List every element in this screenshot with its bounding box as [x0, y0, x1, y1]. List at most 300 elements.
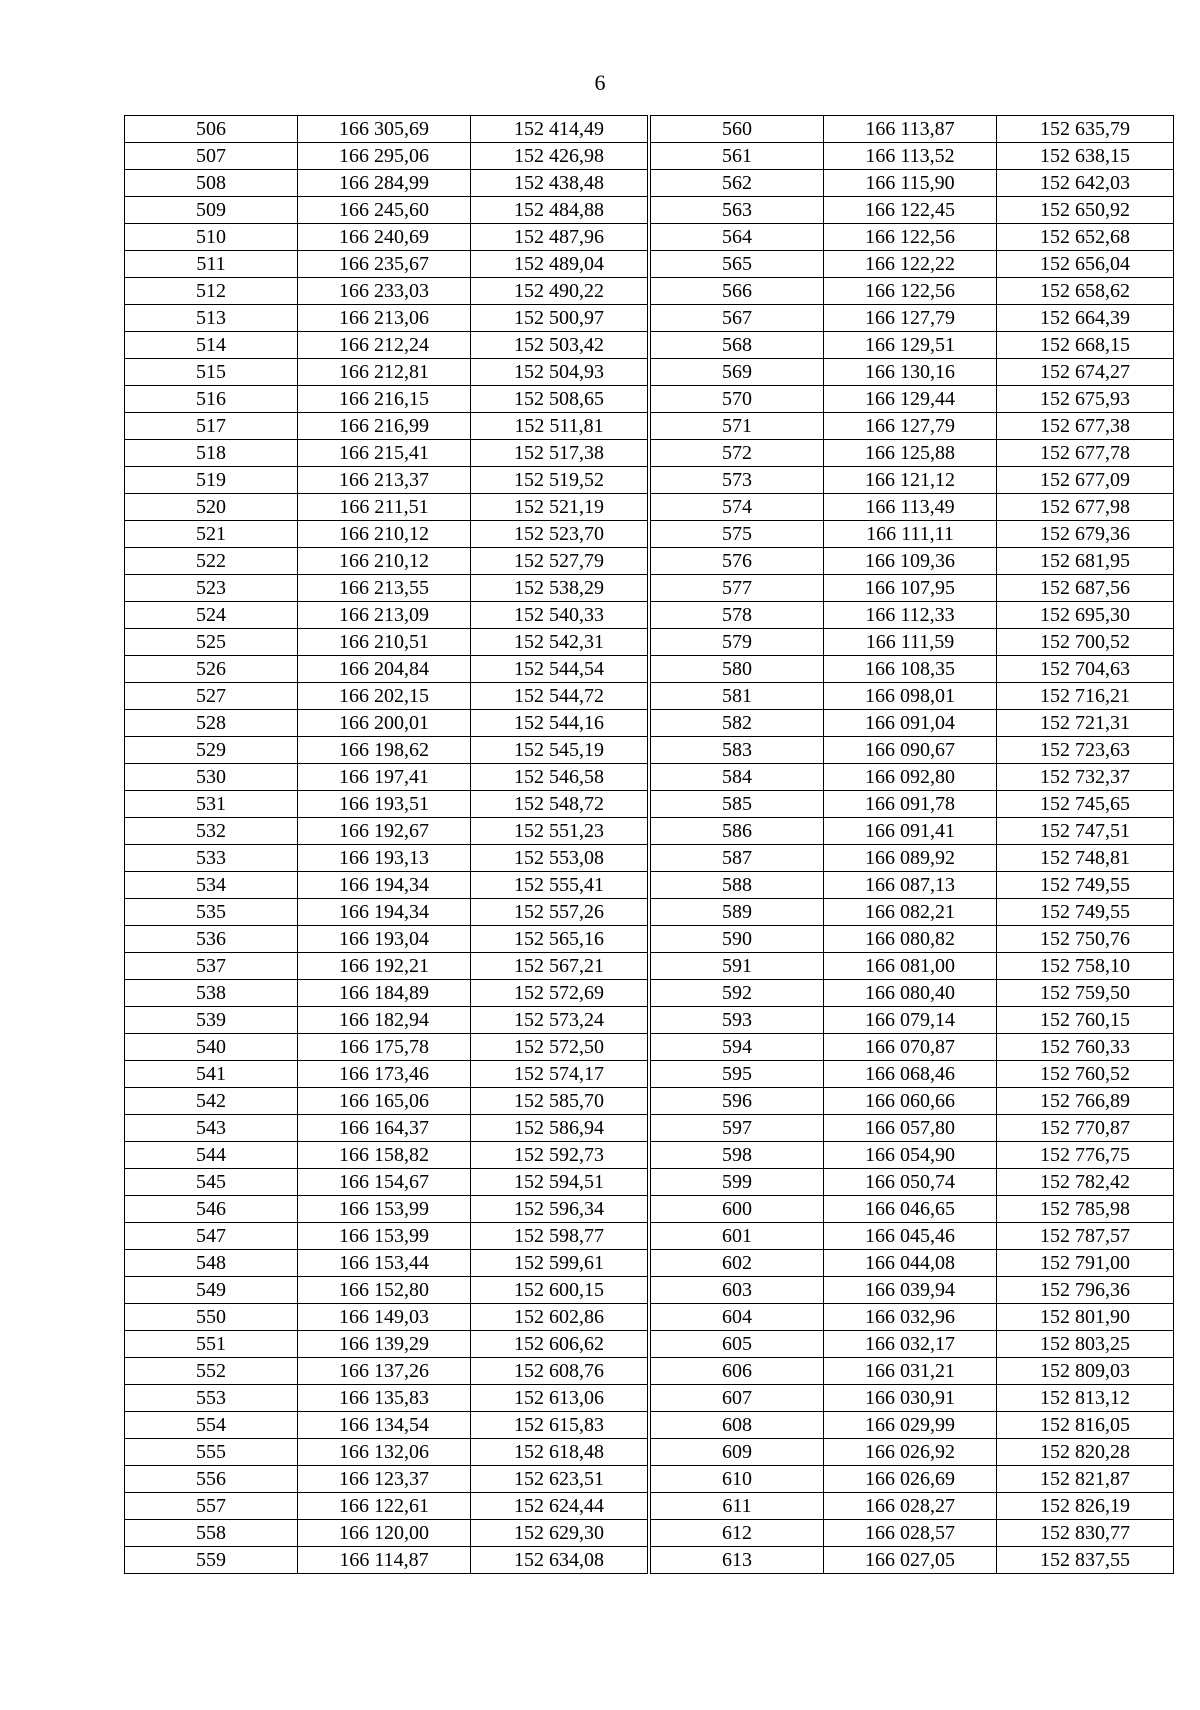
x-coordinate-cell: 166 127,79	[824, 305, 997, 332]
point-number-cell: 540	[125, 1034, 298, 1061]
x-coordinate-cell: 166 122,22	[824, 251, 997, 278]
y-coordinate-cell: 152 438,48	[471, 170, 648, 197]
point-number-cell: 525	[125, 629, 298, 656]
x-coordinate-cell: 166 216,15	[298, 386, 471, 413]
table-row	[125, 440, 648, 467]
table-row	[125, 575, 648, 602]
point-number-cell: 534	[125, 872, 298, 899]
point-number-cell: 603	[651, 1277, 824, 1304]
table-row	[651, 1196, 1174, 1223]
point-number-cell: 591	[651, 953, 824, 980]
table-row	[651, 440, 1174, 467]
y-coordinate-cell: 152 664,39	[997, 305, 1174, 332]
point-number-cell: 605	[651, 1331, 824, 1358]
x-coordinate-cell: 166 113,87	[824, 116, 997, 143]
y-coordinate-cell: 152 652,68	[997, 224, 1174, 251]
y-coordinate-cell: 152 747,51	[997, 818, 1174, 845]
y-coordinate-cell: 152 567,21	[471, 953, 648, 980]
point-number-cell: 587	[651, 845, 824, 872]
y-coordinate-cell: 152 600,15	[471, 1277, 648, 1304]
y-coordinate-cell: 152 599,61	[471, 1250, 648, 1277]
y-coordinate-cell: 152 716,21	[997, 683, 1174, 710]
table-row	[651, 251, 1174, 278]
y-coordinate-cell: 152 414,49	[471, 116, 648, 143]
point-number-cell: 590	[651, 926, 824, 953]
x-coordinate-cell: 166 046,65	[824, 1196, 997, 1223]
x-coordinate-cell: 166 087,13	[824, 872, 997, 899]
point-number-cell: 578	[651, 602, 824, 629]
x-coordinate-cell: 166 240,69	[298, 224, 471, 251]
x-coordinate-cell: 166 028,27	[824, 1493, 997, 1520]
y-coordinate-cell: 152 837,55	[997, 1547, 1174, 1574]
x-coordinate-cell: 166 202,15	[298, 683, 471, 710]
y-coordinate-cell: 152 770,87	[997, 1115, 1174, 1142]
y-coordinate-cell: 152 677,98	[997, 494, 1174, 521]
x-coordinate-cell: 166 152,80	[298, 1277, 471, 1304]
point-number-cell: 542	[125, 1088, 298, 1115]
y-coordinate-cell: 152 551,23	[471, 818, 648, 845]
y-coordinate-cell: 152 504,93	[471, 359, 648, 386]
table-row	[125, 197, 648, 224]
y-coordinate-cell: 152 585,70	[471, 1088, 648, 1115]
x-coordinate-cell: 166 091,41	[824, 818, 997, 845]
table-row	[125, 467, 648, 494]
point-number-cell: 608	[651, 1412, 824, 1439]
y-coordinate-cell: 152 426,98	[471, 143, 648, 170]
y-coordinate-cell: 152 668,15	[997, 332, 1174, 359]
y-coordinate-cell: 152 796,36	[997, 1277, 1174, 1304]
y-coordinate-cell: 152 704,63	[997, 656, 1174, 683]
x-coordinate-cell: 166 109,36	[824, 548, 997, 575]
point-number-cell: 549	[125, 1277, 298, 1304]
y-coordinate-cell: 152 548,72	[471, 791, 648, 818]
point-number-cell: 579	[651, 629, 824, 656]
table-row	[125, 1277, 648, 1304]
table-row	[125, 359, 648, 386]
x-coordinate-cell: 166 070,87	[824, 1034, 997, 1061]
x-coordinate-cell: 166 090,67	[824, 737, 997, 764]
x-coordinate-cell: 166 192,67	[298, 818, 471, 845]
point-number-cell: 546	[125, 1196, 298, 1223]
point-number-cell: 581	[651, 683, 824, 710]
point-number-cell: 610	[651, 1466, 824, 1493]
point-number-cell: 536	[125, 926, 298, 953]
table-row	[125, 1466, 648, 1493]
table-row	[125, 332, 648, 359]
table-row	[125, 1493, 648, 1520]
point-number-cell: 602	[651, 1250, 824, 1277]
point-number-cell: 539	[125, 1007, 298, 1034]
point-number-cell: 555	[125, 1439, 298, 1466]
point-number-cell: 517	[125, 413, 298, 440]
x-coordinate-cell: 166 032,17	[824, 1331, 997, 1358]
x-coordinate-cell: 166 122,45	[824, 197, 997, 224]
y-coordinate-cell: 152 803,25	[997, 1331, 1174, 1358]
table-row	[125, 926, 648, 953]
y-coordinate-cell: 152 527,79	[471, 548, 648, 575]
table-row	[125, 1169, 648, 1196]
y-coordinate-cell: 152 695,30	[997, 602, 1174, 629]
point-number-cell: 588	[651, 872, 824, 899]
x-coordinate-cell: 166 245,60	[298, 197, 471, 224]
table-row	[651, 602, 1174, 629]
point-number-cell: 611	[651, 1493, 824, 1520]
x-coordinate-cell: 166 153,99	[298, 1223, 471, 1250]
table-row	[651, 1304, 1174, 1331]
table-row	[125, 1412, 648, 1439]
x-coordinate-cell: 166 113,52	[824, 143, 997, 170]
y-coordinate-cell: 152 586,94	[471, 1115, 648, 1142]
x-coordinate-cell: 166 149,03	[298, 1304, 471, 1331]
y-coordinate-cell: 152 677,38	[997, 413, 1174, 440]
point-number-cell: 518	[125, 440, 298, 467]
y-coordinate-cell: 152 523,70	[471, 521, 648, 548]
x-coordinate-cell: 166 194,34	[298, 872, 471, 899]
point-number-cell: 558	[125, 1520, 298, 1547]
point-number-cell: 594	[651, 1034, 824, 1061]
x-coordinate-cell: 166 091,78	[824, 791, 997, 818]
table-row	[651, 1250, 1174, 1277]
y-coordinate-cell: 152 721,31	[997, 710, 1174, 737]
point-number-cell: 582	[651, 710, 824, 737]
x-coordinate-cell: 166 135,83	[298, 1385, 471, 1412]
x-coordinate-cell: 166 060,66	[824, 1088, 997, 1115]
point-number-cell: 537	[125, 953, 298, 980]
x-coordinate-cell: 166 213,09	[298, 602, 471, 629]
point-number-cell: 580	[651, 656, 824, 683]
point-number-cell: 513	[125, 305, 298, 332]
point-number-cell: 508	[125, 170, 298, 197]
y-coordinate-cell: 152 553,08	[471, 845, 648, 872]
x-coordinate-cell: 166 080,82	[824, 926, 997, 953]
y-coordinate-cell: 152 785,98	[997, 1196, 1174, 1223]
x-coordinate-cell: 166 092,80	[824, 764, 997, 791]
point-number-cell: 514	[125, 332, 298, 359]
table-row	[651, 953, 1174, 980]
y-coordinate-cell: 152 602,86	[471, 1304, 648, 1331]
table-row	[651, 818, 1174, 845]
table-row	[651, 332, 1174, 359]
x-coordinate-cell: 166 233,03	[298, 278, 471, 305]
table-row	[651, 494, 1174, 521]
y-coordinate-cell: 152 557,26	[471, 899, 648, 926]
x-coordinate-cell: 166 213,55	[298, 575, 471, 602]
table-row	[125, 629, 648, 656]
table-row	[651, 1520, 1174, 1547]
table-row	[651, 548, 1174, 575]
coordinates-table-right	[650, 115, 1174, 1574]
y-coordinate-cell: 152 759,50	[997, 980, 1174, 1007]
x-coordinate-cell: 166 098,01	[824, 683, 997, 710]
table-row	[125, 1304, 648, 1331]
x-coordinate-cell: 166 216,99	[298, 413, 471, 440]
y-coordinate-cell: 152 638,15	[997, 143, 1174, 170]
x-coordinate-cell: 166 045,46	[824, 1223, 997, 1250]
y-coordinate-cell: 152 745,65	[997, 791, 1174, 818]
table-row	[125, 548, 648, 575]
point-number-cell: 563	[651, 197, 824, 224]
y-coordinate-cell: 152 687,56	[997, 575, 1174, 602]
x-coordinate-cell: 166 115,90	[824, 170, 997, 197]
table-row	[125, 1034, 648, 1061]
x-coordinate-cell: 166 192,21	[298, 953, 471, 980]
point-number-cell: 521	[125, 521, 298, 548]
point-number-cell: 530	[125, 764, 298, 791]
point-number-cell: 526	[125, 656, 298, 683]
table-row	[651, 1439, 1174, 1466]
y-coordinate-cell: 152 656,04	[997, 251, 1174, 278]
y-coordinate-cell: 152 613,06	[471, 1385, 648, 1412]
point-number-cell: 597	[651, 1115, 824, 1142]
point-number-cell: 583	[651, 737, 824, 764]
table-row	[125, 683, 648, 710]
table-row	[125, 170, 648, 197]
y-coordinate-cell: 152 540,33	[471, 602, 648, 629]
x-coordinate-cell: 166 235,67	[298, 251, 471, 278]
table-row	[651, 197, 1174, 224]
point-number-cell: 529	[125, 737, 298, 764]
x-coordinate-cell: 166 215,41	[298, 440, 471, 467]
point-number-cell: 607	[651, 1385, 824, 1412]
y-coordinate-cell: 152 766,89	[997, 1088, 1174, 1115]
x-coordinate-cell: 166 082,21	[824, 899, 997, 926]
x-coordinate-cell: 166 122,56	[824, 278, 997, 305]
table-row	[125, 1250, 648, 1277]
x-coordinate-cell: 166 054,90	[824, 1142, 997, 1169]
y-coordinate-cell: 152 679,36	[997, 521, 1174, 548]
table-row	[125, 710, 648, 737]
point-number-cell: 519	[125, 467, 298, 494]
y-coordinate-cell: 152 748,81	[997, 845, 1174, 872]
y-coordinate-cell: 152 723,63	[997, 737, 1174, 764]
point-number-cell: 516	[125, 386, 298, 413]
x-coordinate-cell: 166 111,59	[824, 629, 997, 656]
y-coordinate-cell: 152 782,42	[997, 1169, 1174, 1196]
point-number-cell: 507	[125, 143, 298, 170]
y-coordinate-cell: 152 592,73	[471, 1142, 648, 1169]
table-row	[651, 1034, 1174, 1061]
y-coordinate-cell: 152 801,90	[997, 1304, 1174, 1331]
y-coordinate-cell: 152 700,52	[997, 629, 1174, 656]
point-number-cell: 535	[125, 899, 298, 926]
point-number-cell: 567	[651, 305, 824, 332]
x-coordinate-cell: 166 134,54	[298, 1412, 471, 1439]
y-coordinate-cell: 152 749,55	[997, 872, 1174, 899]
x-coordinate-cell: 166 184,89	[298, 980, 471, 1007]
table-row	[651, 1493, 1174, 1520]
y-coordinate-cell: 152 623,51	[471, 1466, 648, 1493]
x-coordinate-cell: 166 139,29	[298, 1331, 471, 1358]
point-number-cell: 532	[125, 818, 298, 845]
x-coordinate-cell: 166 129,44	[824, 386, 997, 413]
point-number-cell: 565	[651, 251, 824, 278]
table-row	[651, 656, 1174, 683]
x-coordinate-cell: 166 068,46	[824, 1061, 997, 1088]
point-number-cell: 515	[125, 359, 298, 386]
x-coordinate-cell: 166 182,94	[298, 1007, 471, 1034]
table-row	[651, 143, 1174, 170]
point-number-cell: 557	[125, 1493, 298, 1520]
page-number: 6	[594, 70, 606, 95]
y-coordinate-cell: 152 635,79	[997, 116, 1174, 143]
y-coordinate-cell: 152 749,55	[997, 899, 1174, 926]
point-number-cell: 528	[125, 710, 298, 737]
point-number-cell: 566	[651, 278, 824, 305]
y-coordinate-cell: 152 542,31	[471, 629, 648, 656]
y-coordinate-cell: 152 574,17	[471, 1061, 648, 1088]
point-number-cell: 553	[125, 1385, 298, 1412]
x-coordinate-cell: 166 031,21	[824, 1358, 997, 1385]
table-row	[651, 386, 1174, 413]
point-number-cell: 550	[125, 1304, 298, 1331]
point-number-cell: 561	[651, 143, 824, 170]
point-number-cell: 609	[651, 1439, 824, 1466]
x-coordinate-cell: 166 127,79	[824, 413, 997, 440]
point-number-cell: 538	[125, 980, 298, 1007]
point-number-cell: 592	[651, 980, 824, 1007]
table-row	[125, 1385, 648, 1412]
y-coordinate-cell: 152 511,81	[471, 413, 648, 440]
x-coordinate-cell: 166 210,12	[298, 521, 471, 548]
x-coordinate-cell: 166 112,33	[824, 602, 997, 629]
x-coordinate-cell: 166 113,49	[824, 494, 997, 521]
table-row	[651, 683, 1174, 710]
x-coordinate-cell: 166 114,87	[298, 1547, 471, 1574]
x-coordinate-cell: 166 198,62	[298, 737, 471, 764]
point-number-cell: 612	[651, 1520, 824, 1547]
point-number-cell: 541	[125, 1061, 298, 1088]
table-row	[125, 1142, 648, 1169]
table-row	[651, 170, 1174, 197]
table-row	[651, 1331, 1174, 1358]
x-coordinate-cell: 166 029,99	[824, 1412, 997, 1439]
point-number-cell: 527	[125, 683, 298, 710]
point-number-cell: 600	[651, 1196, 824, 1223]
point-number-cell: 509	[125, 197, 298, 224]
y-coordinate-cell: 152 490,22	[471, 278, 648, 305]
y-coordinate-cell: 152 732,37	[997, 764, 1174, 791]
y-coordinate-cell: 152 572,50	[471, 1034, 648, 1061]
table-row	[651, 1223, 1174, 1250]
table-row	[125, 980, 648, 1007]
y-coordinate-cell: 152 544,72	[471, 683, 648, 710]
point-number-cell: 520	[125, 494, 298, 521]
x-coordinate-cell: 166 050,74	[824, 1169, 997, 1196]
x-coordinate-cell: 166 027,05	[824, 1547, 997, 1574]
y-coordinate-cell: 152 594,51	[471, 1169, 648, 1196]
point-number-cell: 606	[651, 1358, 824, 1385]
x-coordinate-cell: 166 193,04	[298, 926, 471, 953]
x-coordinate-cell: 166 197,41	[298, 764, 471, 791]
point-number-cell: 596	[651, 1088, 824, 1115]
table-row	[651, 1412, 1174, 1439]
x-coordinate-cell: 166 108,35	[824, 656, 997, 683]
table-row	[125, 899, 648, 926]
y-coordinate-cell: 152 598,77	[471, 1223, 648, 1250]
point-number-cell: 589	[651, 899, 824, 926]
y-coordinate-cell: 152 821,87	[997, 1466, 1174, 1493]
x-coordinate-cell: 166 030,91	[824, 1385, 997, 1412]
x-coordinate-cell: 166 057,80	[824, 1115, 997, 1142]
x-coordinate-cell: 166 026,92	[824, 1439, 997, 1466]
x-coordinate-cell: 166 175,78	[298, 1034, 471, 1061]
x-coordinate-cell: 166 111,11	[824, 521, 997, 548]
table-row	[651, 467, 1174, 494]
table-row	[125, 1115, 648, 1142]
y-coordinate-cell: 152 776,75	[997, 1142, 1174, 1169]
x-coordinate-cell: 166 089,92	[824, 845, 997, 872]
x-coordinate-cell: 166 079,14	[824, 1007, 997, 1034]
point-number-cell: 544	[125, 1142, 298, 1169]
x-coordinate-cell: 166 122,61	[298, 1493, 471, 1520]
table-row	[651, 1061, 1174, 1088]
coordinates-table-right-body	[651, 116, 1174, 1574]
x-coordinate-cell: 166 284,99	[298, 170, 471, 197]
table-row	[651, 1277, 1174, 1304]
table-row	[125, 494, 648, 521]
y-coordinate-cell: 152 677,78	[997, 440, 1174, 467]
y-coordinate-cell: 152 650,92	[997, 197, 1174, 224]
y-coordinate-cell: 152 615,83	[471, 1412, 648, 1439]
y-coordinate-cell: 152 813,12	[997, 1385, 1174, 1412]
point-number-cell: 560	[651, 116, 824, 143]
table-row	[125, 1439, 648, 1466]
table-row	[125, 1196, 648, 1223]
x-coordinate-cell: 166 164,37	[298, 1115, 471, 1142]
point-number-cell: 547	[125, 1223, 298, 1250]
point-number-cell: 531	[125, 791, 298, 818]
point-number-cell: 552	[125, 1358, 298, 1385]
x-coordinate-cell: 166 173,46	[298, 1061, 471, 1088]
point-number-cell: 598	[651, 1142, 824, 1169]
point-number-cell: 593	[651, 1007, 824, 1034]
y-coordinate-cell: 152 760,52	[997, 1061, 1174, 1088]
y-coordinate-cell: 152 572,69	[471, 980, 648, 1007]
x-coordinate-cell: 166 026,69	[824, 1466, 997, 1493]
y-coordinate-cell: 152 555,41	[471, 872, 648, 899]
table-row	[651, 872, 1174, 899]
x-coordinate-cell: 166 212,81	[298, 359, 471, 386]
y-coordinate-cell: 152 758,10	[997, 953, 1174, 980]
point-number-cell: 512	[125, 278, 298, 305]
point-number-cell: 559	[125, 1547, 298, 1574]
y-coordinate-cell: 152 489,04	[471, 251, 648, 278]
table-row	[125, 845, 648, 872]
table-row	[651, 575, 1174, 602]
x-coordinate-cell: 166 039,94	[824, 1277, 997, 1304]
table-row	[651, 1169, 1174, 1196]
x-coordinate-cell: 166 081,00	[824, 953, 997, 980]
y-coordinate-cell: 152 681,95	[997, 548, 1174, 575]
point-number-cell: 510	[125, 224, 298, 251]
x-coordinate-cell: 166 200,01	[298, 710, 471, 737]
x-coordinate-cell: 166 132,06	[298, 1439, 471, 1466]
y-coordinate-cell: 152 642,03	[997, 170, 1174, 197]
table-row	[651, 224, 1174, 251]
coordinates-table-left	[124, 115, 648, 1574]
table-row	[651, 629, 1174, 656]
x-coordinate-cell: 166 028,57	[824, 1520, 997, 1547]
table-row	[651, 1358, 1174, 1385]
y-coordinate-cell: 152 545,19	[471, 737, 648, 764]
point-number-cell: 574	[651, 494, 824, 521]
point-number-cell: 533	[125, 845, 298, 872]
y-coordinate-cell: 152 658,62	[997, 278, 1174, 305]
table-row	[651, 1547, 1174, 1574]
y-coordinate-cell: 152 573,24	[471, 1007, 648, 1034]
y-coordinate-cell: 152 629,30	[471, 1520, 648, 1547]
table-row	[125, 1331, 648, 1358]
